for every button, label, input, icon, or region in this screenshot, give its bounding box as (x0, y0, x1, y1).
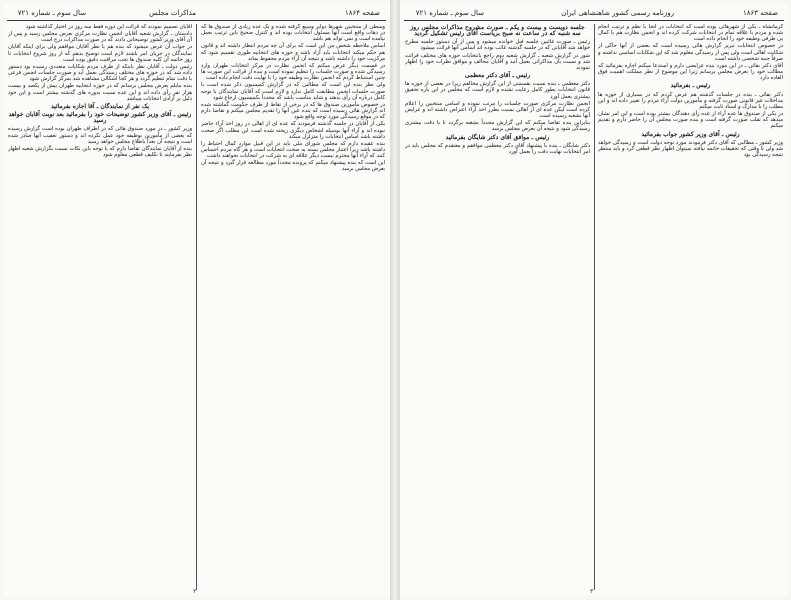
paragraph: در خصوص انتخابات تبریز گزارش هائی رسیده است که بعضی از آنها حاکی از شکایت اهالی است ولی پس از رسیدگی معلوم شد که این شکایات اساسی نداشته و صرفاً جنبه شخصی داشته است (598, 43, 783, 62)
left-page (3, 4, 390, 596)
right-header-publication: روزنامه رسمی کشور شاهنشاهی ایران (561, 9, 674, 17)
paragraph: دکتر معظمی ـ بنده نسبت بقسمتی از این گزارش مخالفم زیرا در بعضی از حوزه ها قانون انتخابات بطور کامل رعایت نشده و لازم است که مجلس در این باره تحقیق بیشتری بعمل آورد (405, 81, 590, 100)
paragraph: اساس ملاحظه شخص من این است که برای آن چه مردم انتظار داشته اند و قانون هم حکم میکند انتخابات باید آزاد باشد و حوزه های انتخابیه طوری تقسیم شود که مرکزیت خود را داشته باشد و نتیجه آن آراء مردم محفوظ بماند (201, 43, 385, 62)
paragraph: کرمانشاه ـ یکی از شهرهائی بوده است که انتخابات در آنجا با نظم و ترتیب انجام شده و مردم با علاقه تمام در انتخابات شرکت کرده اند و انجمن نظارت هم با کمال بی طرفی وظیفه خود را انجام داده است (598, 24, 783, 43)
left-header-publication: مذاکرات مجلس (149, 9, 196, 17)
speaker-line: رئیس ـ موافق آقای دکتر شایگان بفرمائید (445, 133, 550, 141)
left-page-number: ۲ (193, 588, 197, 595)
left-header-rule (7, 20, 386, 21)
left-header-page-label: صفحه ۱۸۶۴ (344, 9, 380, 17)
speaker-line: یک نفر از نمایندگان ـ آقا اجازه بفرمائید (51, 102, 149, 110)
paragraph: در یکی از صندوق ها عده آراء از عده رأی دهندگان بیشتر بوده است و این امر نشان میدهد که تقلب صورت گرفته است و بنده صورت مجلس آن را حاضر دارم و تقدیم میکنم (598, 111, 783, 130)
paragraph: آقایان تصمیم نمودند که قرائت این دوره فقط سه روز در اختیار گذاشته شود (25, 24, 192, 30)
paragraph: بنده عقیده دارم که مجلس شورای ملی باید در این قبیل موارد کمال احتیاط را داشته باشد زیرا اعتبار مجلس بسته به صحت انتخابات است و هر گاه مردم احساس کنند که آراء آنها محترم نیست دیگر علاقه ای به شرکت در انتخابات نخواهند داشت (201, 140, 385, 160)
paragraph: وزیر کشور ـ در مورد صندوق هائی که در اطراف طهران بوده است گزارش رسیده که بعضی از مأمورین بوظیفه خود عمل نکرده اند و دستور تعقیب آنها صادر شده است و نتیجه آن بعداً باطلاع مجلس خواهد رسید (8, 126, 192, 145)
paragraph: وسطی از منتخبین شهرها دوایر وسیع گرفته شده و یک عده زیادی از صندوق ها که در دهات واقع است آنها مسئول انتخابات بوده اند و کنترل صحیح باین ترتیب بعمل نیامده است و نمی تواند هم باشد (201, 24, 385, 43)
left-page-column-1 (201, 24, 385, 590)
speaker-line: رئیس ـ آقای وزیر کشور توضیحات خود را بفرمائید بعد نوبت آقایان خواهد رسید (8, 111, 192, 125)
paragraph: بنده از آقایان نمایندگان تقاضا دارم که با توجه باین نکات نسبت بگزارش شعبه اظهار نظر بفرمایند تا تکلیف قطعی معلوم شود (8, 145, 192, 158)
binding-gutter (390, 0, 400, 600)
session-heading: جلسه دویست و بیست و یکم ـ صورت مشروح مذاکرات مجلس روز سه شنبه که در ساعت نه صبح بریاست آقای رئیس تشکیل گردید (410, 24, 585, 38)
paragraph: دکتر بقائی ـ بنده در جلسات گذشته هم عرض کردم که در بسیاری از حوزه ها مداخلات غیر قانونی صورت گرفته و مأمورین دولت آراء مردم را تغییر داده اند و این مطلب را با مدارک و اسناد ثابت میکنم (598, 91, 783, 110)
right-page-header (404, 7, 784, 19)
paragraph: ولی نظر بنده این است که مطالبی که در گزارش کمیسیون ذکر شده است با صورت جلسات انجمن مطابقت کامل ندارد و لازم است که آقایان نمایندگان با توجه کامل درباره آن رأی بدهند و شاید مناسب باشد که مجدداً بکمیسیون ارجاع شود (201, 82, 385, 101)
speaker-line: رئیس ـ آقای دکتر معظمی (464, 72, 531, 80)
speaker-line: رئیس ـ آقای وزیر کشور جواب بفرمائید (641, 130, 740, 138)
right-header-rule (404, 20, 784, 21)
paragraph: انجمن نظارت مرکزی صورت جلسات را مرتب نموده و اسامی منتخبین را اعلام کرده است لیکن عده ای از اهالی نسبت بطرز اخذ آراء اعتراض داشته اند و عرایض آنها بشعبه رسیده است (405, 100, 590, 120)
right-page (400, 4, 788, 596)
left-header-issue: سال سوم ـ شماره ۷۲۱ (17, 9, 86, 17)
speaker-line: رئیس ـ بفرمائید (670, 82, 711, 90)
paragraph: رئیس دولت ـ آقایان نظر باینکه از طرف مردم شکایات متعددی رسیده بود دستور داده شد که در حوزه های مختلف رسیدگی بعمل آید و صورت جلسات انجمن فرعی با دقت تمام تنظیم گردد و هر کجا اشکالی مشاهده شد بمرکز گزارش شود (8, 63, 192, 83)
paragraph: آقای دکتر بقائی ـ در این مورد بنده عرایضی دارم و استدعا میکنم اجازه بفرمائید که مطالب خود را بعرض مجلس برسانم زیرا این موضوع از نظر مملکت اهمیت فوق العاده دارد (598, 62, 783, 82)
right-page-column-2 (405, 24, 590, 590)
left-page-header (7, 7, 386, 19)
right-page-number: ۳ (590, 588, 594, 595)
right-column-divider (594, 24, 595, 590)
paragraph: در جواب آن عرض میشود که بنده هم با نظر آقایان موافقم ولی برای اینکه آقایان نمایندگان در جریان امر باشند لازم است توضیح بدهم که از روز شروع انتخابات تا روز خاتمه آن کلیه صندوق ها تحت مراقبت دقیق بوده است (8, 44, 192, 63)
paragraph: این است که بنده پیشنهاد میکنم که پرونده مجدداً مورد مطالعه قرار گیرد و نتیجه آن بعرض مجلس برسد (201, 160, 385, 173)
right-header-page-label: صفحه ۱۸۶۳ (742, 9, 778, 17)
paragraph: شور در گزارش شعبه ـ گزارش شعبه دوم راجع بانتخابات حوزه های مختلف قرائت شد و نسبت بآن مذاکراتی بعمل آمد و آقایان مخالف و موافق نظرات خود را اظهار نمودند (405, 52, 590, 71)
right-page-column-1 (598, 24, 783, 590)
left-column-divider (196, 24, 197, 590)
paragraph: دادستان ـ گزارش شعبه آقایان انجمن نظارت مرکزی بعرض مجلس رسید و پس از آن آقای وزیر کشور توضیحاتی دادند که در صورت مذاکرات درج است (8, 31, 192, 44)
paragraph: در قسمت دیگر عرض میکنم که انجمن نظارت در مرکز انتخابات طهران وارد رسیدگی شده و صورت جلسات را تنظیم نموده است و بنده از قرائت این صورت ها چنین استنباط کردم که انجمن نظارت وظیفه خود را با نهایت دقت انجام داده است (201, 62, 385, 82)
paragraph: در خصوص مأمورین صندوق ها که در برخی از نقاط از طرف حکومت گماشته شده اند گزارش هائی رسیده است که بنده عین آنها را تقدیم مجلس میکنم و تقاضا دارم که در موقع رسیدگی مورد توجه واقع شود (201, 101, 385, 121)
paragraph: وزیر کشور ـ مطالبی که آقای دکتر فرمودند مورد توجه دولت است و رسیدگی خواهد شد ولی تا وقتی که تحقیقات خاتمه نیافته نمیتوان اظهار نظر قطعی کرد و باید منتظر نتیجه رسیدگی بود (598, 139, 783, 158)
paragraph: دکتر شایگان ـ بنده با پیشنهاد آقای دکتر معظمی موافقم و معتقدم که مجلس باید در امر انتخابات نهایت دقت را بعمل آورد (405, 142, 590, 155)
paragraph: رئیس ـ صورت غائبین جلسه قبل خوانده میشود و پس از آن دستور جلسه مطرح خواهد شد آقایانی که در جلسه گذشته غائب بوده اند اسامی آنها قرائت میشود (405, 39, 590, 52)
paragraph: بنابراین بنده تقاضا میکنم که این گزارش مجدداً بشعبه برگردد تا با دقت بیشتری رسیدگی شود و نتیجه آن بعرض مجلس برسد (405, 120, 590, 133)
left-page-column-2 (8, 24, 192, 590)
paragraph: یکی از آقایان در جلسه گذشته فرمودند که عده ای از اهالی در روز اخذ آراء حاضر نبوده اند و آراء آنها بوسیله اشخاص دیگری ریخته شده است این مطلب اگر صحت داشته باشد اساس انتخابات را متزلزل میکند (201, 121, 385, 140)
right-header-issue: سال سوم ـ شماره ۷۲۱ (415, 9, 484, 17)
paragraph: بنده مایلم بعرض مجلس برسانم که در حوزه انتخابیه طهران بیش از یکصد و بیست هزار نفر رأی داده اند و این عده نسبت بدوره های گذشته بیشتر است و این خود دلیل بر آزادی انتخابات میباشد (8, 83, 192, 102)
